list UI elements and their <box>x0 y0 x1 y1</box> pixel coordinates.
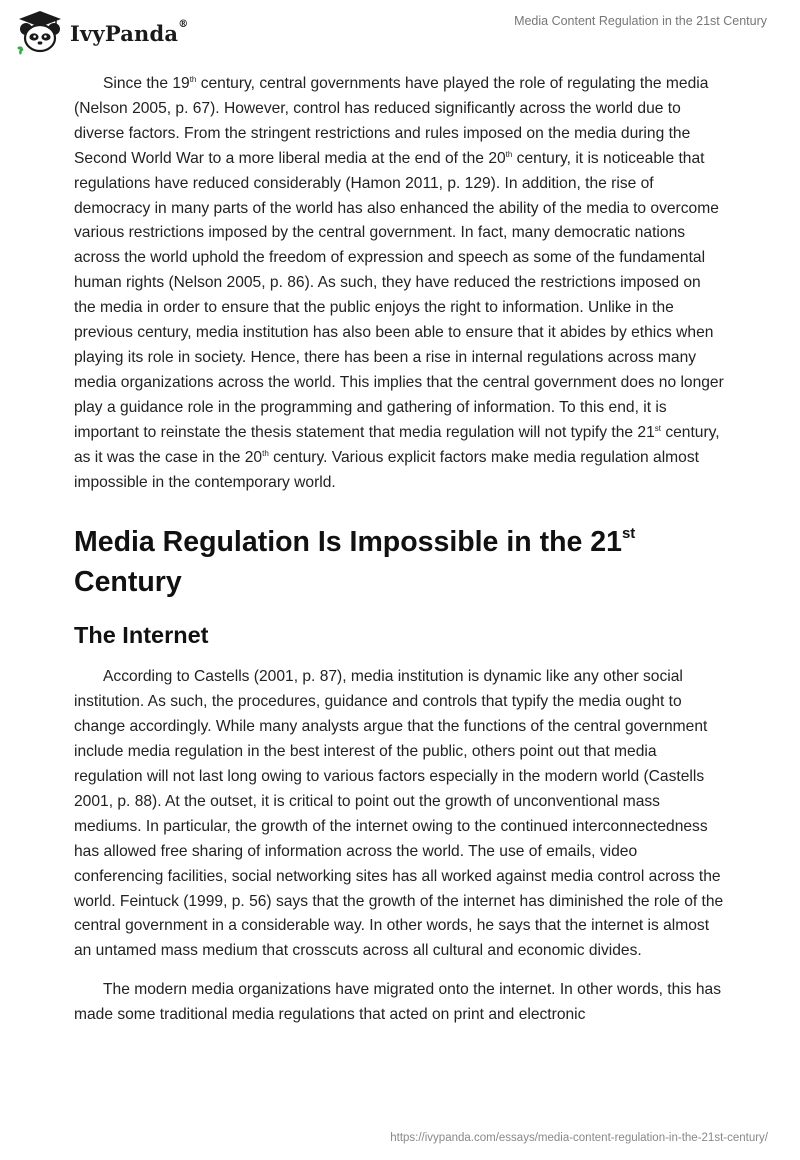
page-header <box>0 0 800 70</box>
paragraph-intro: Since the 19th century, central governments have played the role of regulating the media (Nelson 2005, p. 67). However, control has reduced significantly across the world due to diverse factors. From the stringent restrictions and rules imposed on the media during the Second World War to a more liberal media at the end of the 20th century, it is noticeable that regulations have reduced considerably (Hamon 2011, p. 129). In addition, the rise of democracy in many parts of the world has also enhanced the ability of the media to overcome various restrictions imposed by the central government. In fact, many democratic nations across the world uphold the freedom of expression and speech as some of the fundamental human rights (Nelson 2005, p. 86). As such, they have reduced the restrictions imposed on the media in order to ensure that the public enjoys the right to information. Unlike in the previous century, media institution has also been able to ensure that it abides by ethics when playing its role in society. Hence, there has been a rise in internal regulations across many media organizations across the world. This implies that the central government does no longer play a guidance role in the programming and gathering of information. To this end, it is important to reinstate the thesis statement that media regulation will not typify the 21st century, as it was the case in the 20th century. Various explicit factors make media regulation almost impossible in the contemporary world. <box>74 75 724 491</box>
essay-content <box>74 72 726 1028</box>
running-title: Media Content Regulation in the 21st Century <box>514 14 767 28</box>
paragraph-internet-2: The modern media organizations have migrated onto the internet. In other words, this has made some traditional media regulations that acted on print and electronic <box>74 981 722 1024</box>
ivypanda-logo[interactable] <box>16 10 188 56</box>
source-url[interactable]: https://ivypanda.com/essays/media-content-regulation-in-the-21st-century/ <box>390 1132 768 1144</box>
brand-name: IvyPanda® <box>70 18 189 46</box>
section-heading: Media Regulation Is Impossible in the 21st Century <box>74 525 636 599</box>
subsection-heading: The Internet <box>74 622 209 649</box>
paragraph-internet-1: According to Castells (2001, p. 87), media institution is dynamic like any other social institution. As such, the procedures, guidance and controls that typify the media ought to change accordingly. While many analysts argue that the functions of the central government include media regulation in the best interest of the public, others point out that media regulation will not last long owing to various factors especially in the modern world (Castells 2001, p. 88). At the outset, it is critical to point out the growth of unconventional mass mediums. In particular, the growth of the internet owing to the continued interconnectedness has allowed free sharing of information across the world. The use of emails, video conferencing facilities, social networking sites has all worked against media control across the world. Feintuck (1999, p. 56) says that the growth of the internet has diminished the role of the central government in a considerable way. In other words, he says that the internet is almost an untamed mass medium that crosscuts across all cultural and economic divides. <box>74 668 724 960</box>
panda-graduate-icon <box>16 10 64 56</box>
